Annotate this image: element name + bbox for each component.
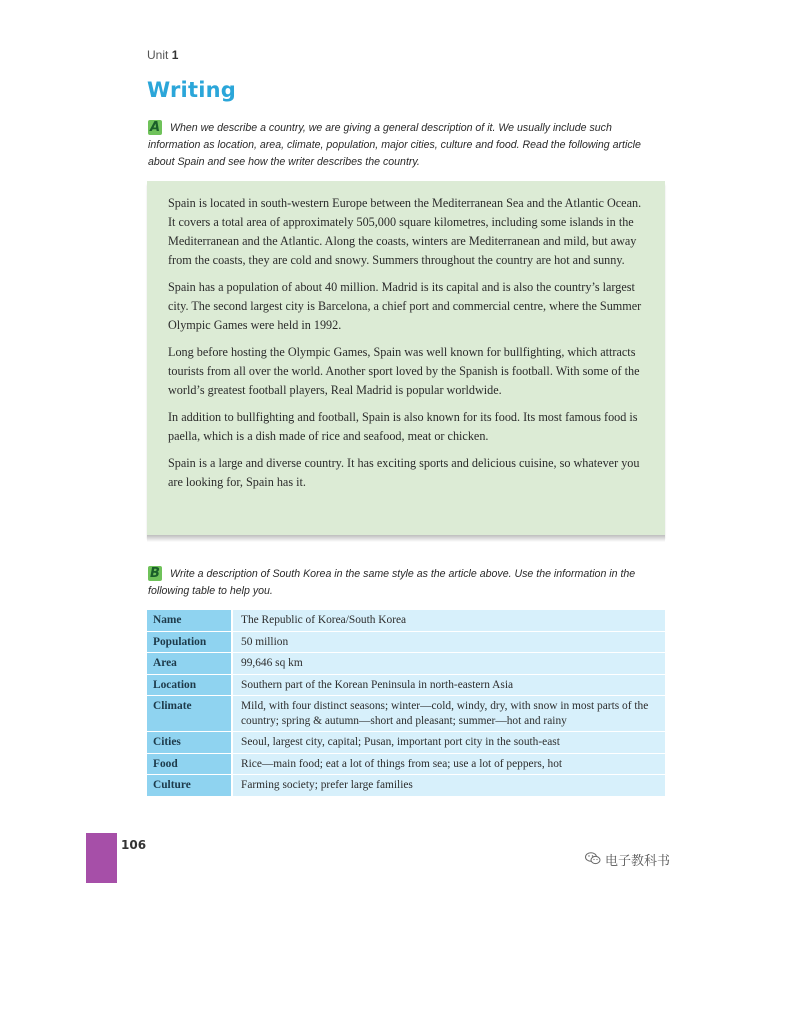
row-value: Farming society; prefer large families (232, 775, 665, 797)
unit-number: 1 (171, 48, 179, 62)
row-value: Mild, with four distinct seasons; winter—cold, windy, dry, with snow in most parts of the country; spring & autumn—short and pleasant; summer—hot and rainy (232, 696, 665, 732)
table-row (147, 653, 665, 675)
watermark-text: 电子教科书 (605, 854, 671, 869)
article-paragraph: Spain has a population of about 40 million. Madrid is its capital and is also the country’s largest city. The second largest city is Barcelona, a chief port and commercial centre, where the Summer Olympic Games were held in 1992. (168, 280, 642, 332)
table-row (147, 610, 665, 631)
row-value: 99,646 sq km (232, 653, 665, 675)
task-a-text: When we describe a country, we are giving a general description of it. We usually include such information as location, area, climate, population, major cities, culture and food. Read the following article about Spain and see how the writer describes the country. (148, 122, 641, 168)
article-paragraph: Spain is located in south-western Europe between the Mediterranean Sea and the Atlantic Ocean. It covers a total area of approximately 505,000 square kilometres, including some islands in the Mediterranean and the Atlantic. Along the coasts, winters are Mediterranean and mild, but away from the coasts, they are cold and snowy. Summers throughout the country are hot and sunny. (168, 196, 642, 267)
row-key: Name (147, 610, 232, 631)
table-row (147, 753, 665, 775)
wechat-icon (585, 852, 601, 869)
table-row (147, 631, 665, 653)
row-value: 50 million (232, 631, 665, 653)
task-a-instruction (148, 120, 662, 171)
row-value: Seoul, largest city, capital; Pusan, important port city in the south-east (232, 732, 665, 754)
article-paragraph: In addition to bullfighting and football, Spain is also known for its food. Its most famous food is paella, which is a dish made of rice and seafood, meat or chicken. (168, 410, 638, 443)
table-row (147, 696, 665, 732)
task-b-instruction (148, 566, 662, 600)
unit-text: Unit (147, 48, 169, 62)
row-key: Cities (147, 732, 232, 754)
task-b-letter: B (148, 566, 162, 581)
row-key: Area (147, 653, 232, 675)
row-key: Population (147, 631, 232, 653)
article-paragraph: Spain is a large and diverse country. It has exciting sports and delicious cuisine, so whatever you are looking for, Spain has it. (168, 456, 640, 489)
row-key: Food (147, 753, 232, 775)
row-value: The Republic of Korea/South Korea (232, 610, 665, 631)
row-value: Southern part of the Korean Peninsula in north-eastern Asia (232, 674, 665, 696)
spain-article (147, 181, 665, 537)
row-key: Climate (147, 696, 232, 732)
row-value: Rice—main food; eat a lot of things from sea; use a lot of peppers, hot (232, 753, 665, 775)
page-title: Writing (147, 78, 236, 102)
table-row (147, 732, 665, 754)
article-paragraph: Long before hosting the Olympic Games, Spain was well known for bullfighting, which attracts tourists from all over the world. Another sport loved by the Spanish is football. With some of the world’s greatest football players, Real Madrid is popular worldwide. (168, 345, 640, 397)
article-shadow (147, 535, 665, 542)
table-row (147, 775, 665, 797)
row-key: Location (147, 674, 232, 696)
table-row (147, 674, 665, 696)
task-b-text: Write a description of South Korea in the same style as the article above. Use the information in the following table to help you. (148, 568, 636, 597)
row-key: Culture (147, 775, 232, 797)
page-number: 106 (121, 838, 147, 852)
watermark (585, 850, 670, 869)
page-color-tab (86, 833, 117, 883)
south-korea-info-table (147, 610, 665, 797)
unit-label (147, 48, 178, 62)
task-a-letter: A (149, 120, 161, 135)
